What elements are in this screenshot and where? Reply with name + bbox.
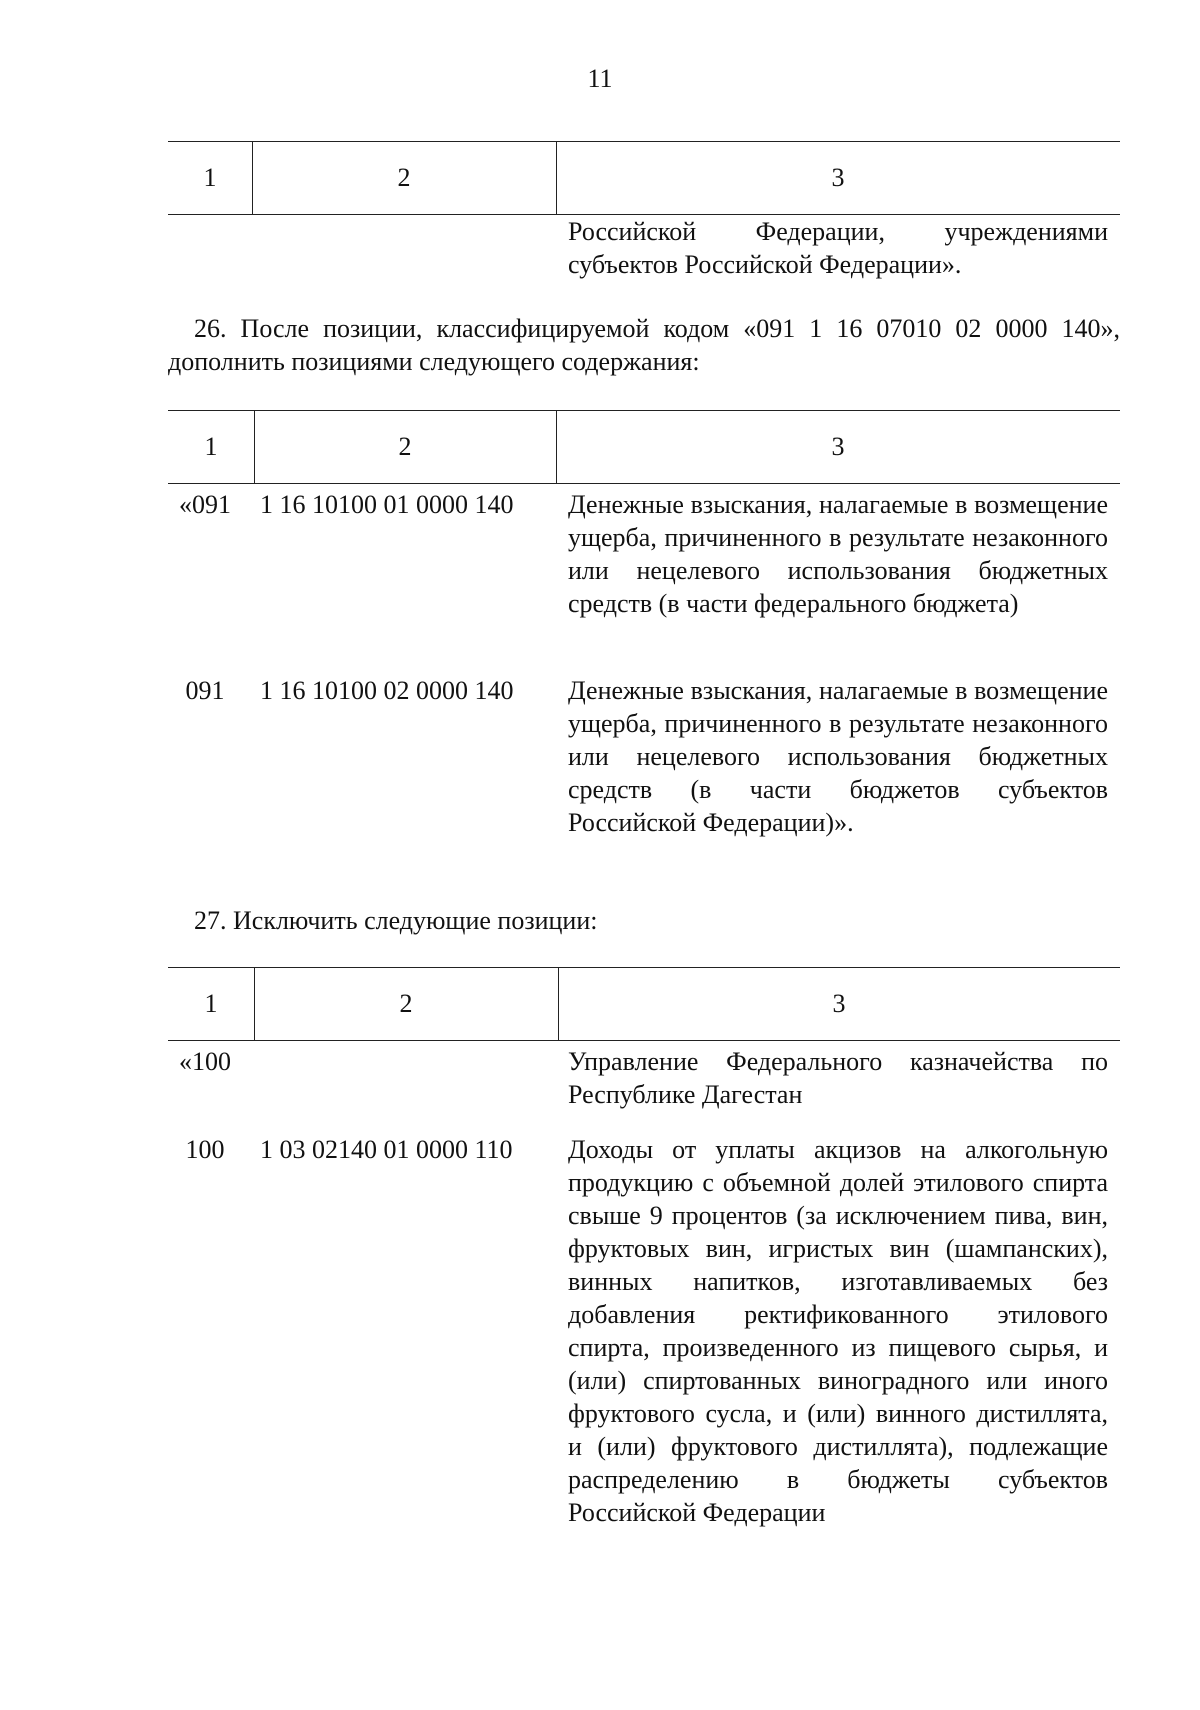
table-26-body [168, 488, 1120, 894]
revenue-name: Денежные взыскания, налагаемые в возмещение ущерба, причиненного в результате незаконного или нецелевого использования бюджетных средств (в части бюджетов субъектов Российской Федерации)». [568, 676, 1108, 837]
revenue-name: Управление Федерального казначейства по Республике Дагестан [568, 1047, 1108, 1109]
revenue-code: 1 16 10100 01 0000 140 [260, 490, 514, 519]
continuation-text: Российской Федерации, учреждениями субъектов Российской Федерации». [568, 217, 1108, 279]
header-col-1: 1 [204, 432, 218, 461]
header-col-2: 2 [397, 163, 411, 192]
page-number: 11 [587, 64, 613, 93]
revenue-name: Доходы от уплаты акцизов на алкогольную продукцию с объемной долей этилового спирта свыше 9 процентов (за исключением пива, вин, фруктовых вин, игристых вин (шампанских), винных напитков, изготавливаемых без добавления ректификованного этилового спирта, произведенного из пищевого сырья, и (или) спиртованных виноградного или иного фруктового сусла, и (или) винного дистиллята, и (или) фруктового дистиллята), подлежащие распределению в бюджеты субъектов Российской Федерации [568, 1135, 1108, 1527]
table-header-continuation [168, 141, 1120, 215]
revenue-code: 1 16 10100 02 0000 140 [260, 676, 514, 705]
header-col-3: 3 [831, 163, 845, 192]
header-col-1: 1 [204, 989, 218, 1018]
header-col-2: 2 [399, 989, 413, 1018]
table-header [168, 410, 1120, 484]
admin-code: «100 [179, 1047, 231, 1076]
revenue-code: 1 03 02140 01 0000 110 [260, 1135, 513, 1164]
item-26-paragraph [168, 312, 1120, 378]
table-row [168, 1045, 1120, 1133]
header-col-3: 3 [832, 989, 846, 1018]
item-27-text: 27. Исключить следующие позиции: [194, 906, 598, 935]
header-col-3: 3 [831, 432, 845, 461]
table-row [168, 488, 1120, 674]
table-26-header [168, 410, 1120, 484]
admin-code: 100 [185, 1135, 225, 1164]
table-row [168, 1133, 1120, 1553]
table-27-header [168, 967, 1120, 1041]
table-header [168, 967, 1120, 1041]
table-row [168, 674, 1120, 894]
header-col-2: 2 [398, 432, 412, 461]
table-header [168, 141, 1120, 215]
admin-code: 091 [185, 676, 225, 705]
admin-code: «091 [179, 490, 231, 519]
item-27-paragraph [168, 904, 1120, 937]
revenue-name: Денежные взыскания, налагаемые в возмещение ущерба, причиненного в результате незаконного или нецелевого использования бюджетных средств (в части федерального бюджета) [568, 490, 1108, 618]
item-26-text: 26. После позиции, классифицируемой кодом «091 1 16 07010 02 0000 140», дополнить позициями следующего содержания: [168, 314, 1120, 376]
header-col-1: 1 [203, 163, 217, 192]
table-27-body [168, 1045, 1120, 1553]
